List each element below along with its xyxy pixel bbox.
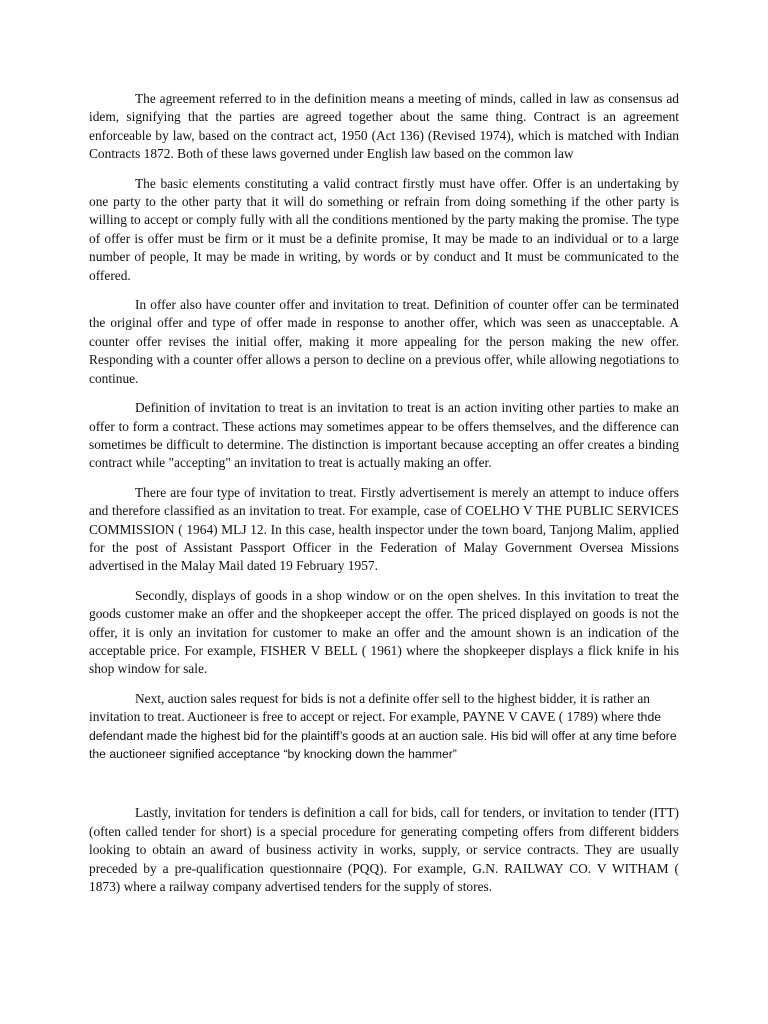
paragraph-offer-elements: The basic elements constituting a valid contract firstly must have offer. Offer is an undertaking by one party to the other party that it will do something or refrain from doing something if the other party is willing to accept or comply fully with all the conditions mentioned by the party making the promise. The type of offer is offer must be firm or it must be a definite promise, It may be made to an individual or to a large number of people, It may be made in writing, by words or by conduct and It must be communicated to the offered. <box>89 175 679 283</box>
auction-sans-text: thde defendant made the highest bid for the plaintiff’s goods at an auction sale. His bid will offer at any time before the auctioneer signified acceptance “by knocking down the hammer” <box>89 710 677 761</box>
paragraph-spacer <box>89 774 679 804</box>
document-page <box>89 90 679 907</box>
paragraph-invitation-to-treat-definition: Definition of invitation to treat is an invitation to treat is an action inviting other parties to make an offer to form a contract. These actions may sometimes appear to be offers themselves, and the difference can sometimes be difficult to determine. The distinction is important because accepting an offer creates a binding contract while "accepting" an invitation to treat is actually making an offer. <box>89 400 679 471</box>
paragraph-display-of-goods: Secondly, displays of goods in a shop window or on the open shelves. In this invitation to treat the goods customer make an offer and the shopkeeper accept the offer. The priced displayed on goods is not the offer, it is only an invitation for customer to make an offer and the amount shown is an indication of the acceptable price. For example, FISHER V BELL ( 1961) where the shopkeeper displays a flick knife in his shop window for sale. <box>89 587 679 677</box>
paragraph-tenders: Lastly, invitation for tenders is definition a call for bids, call for tenders, or invitation to tender (ITT) (often called tender for short) is a special procedure for generating competing offers from different bidders looking to obtain an award of business activity in works, supply, or service contracts. They are usually preceded by a pre-qualification questionnaire (PQQ). For example, G.N. RAILWAY CO. V WITHAM ( 1873) where a railway company advertised tenders for the supply of stores. <box>89 805 679 895</box>
paragraph-consensus-ad-idem: The agreement referred to in the definition means a meeting of minds, called in law as consensus ad idem, signifying that the parties are agreed together about the same thing. Contract is an agreement enforceable by law, based on the contract act, 1950 (Act 136) (Revised 1974), which is matched with Indian Contracts 1872. Both of these laws governed under English law based on the common law <box>89 91 679 162</box>
paragraph-counter-offer: In offer also have counter offer and invitation to treat. Definition of counter offer can be terminated the original offer and type of offer made in response to another offer, which was seen as unacceptable. A counter offer revises the initial offer, making it more appealing for the person making the new offer. Responding with a counter offer allows a person to decline on a previous offer, while allowing negotiations to continue. <box>89 297 679 386</box>
paragraph-auction-sales <box>89 690 679 764</box>
auction-serif-text: Next, auction sales request for bids is not a definite offer sell to the highest bidder, it is rather an invitation to treat. Auctioneer is free to accept or reject. For example, PAYNE V CAVE ( 1789) where <box>89 690 650 725</box>
paragraph-advertisement: There are four type of invitation to treat. Firstly advertisement is merely an attempt to induce offers and therefore classified as an invitation to treat. For example, case of COELHO V THE PUBLIC SERVICES COMMISSION ( 1964) MLJ 12. In this case, health inspector under the town board, Tanjong Malim, applied for the post of Assistant Passport Officer in the Federation of Malay Government Oversea Missions advertised in the Malay Mail dated 19 February 1957. <box>89 484 679 574</box>
